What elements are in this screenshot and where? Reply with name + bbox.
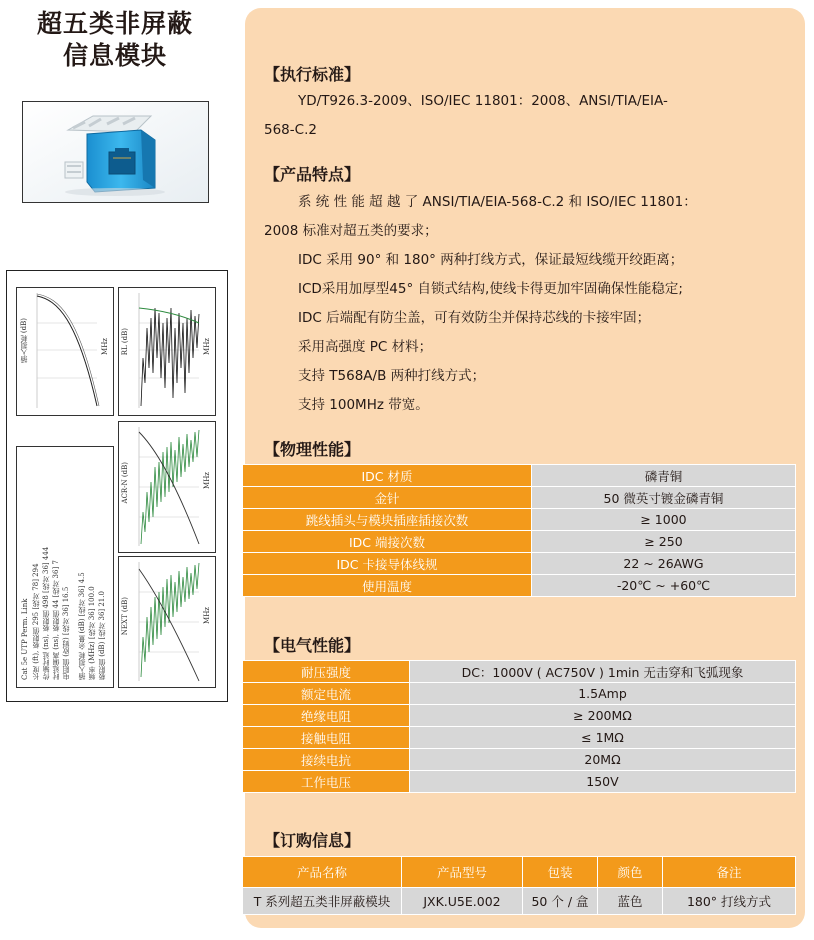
spec-value: ≤ 1MΩ	[410, 727, 796, 749]
insertion-loss-label: 插入损耗 (dB)	[20, 318, 28, 364]
feature-line: 系 统 性 能 超 越 了 ANSI/TIA/EIA-568-C.2 和 ISO/IEC 11801：	[298, 194, 697, 210]
feature-line: IDC 采用 90° 和 180° 两种打线方式，保证最短线缆开绞距离；	[298, 252, 684, 268]
order-table	[242, 856, 796, 915]
return-loss-plot	[119, 288, 215, 415]
spec-value: ≥ 200MΩ	[410, 705, 796, 727]
table-row	[243, 553, 796, 575]
table-row	[243, 509, 796, 531]
features-heading: 【产品特点】	[264, 165, 361, 184]
next-label: NEXT (dB)	[121, 597, 129, 636]
spec-key: 跳线插头与模块插座插接次数	[243, 509, 532, 531]
standard-text	[264, 87, 784, 145]
table-row	[243, 531, 796, 553]
standard-heading: 【执行标准】	[264, 65, 361, 84]
column-header: 颜色	[598, 857, 663, 888]
physical-table	[242, 464, 796, 597]
report-row: 时延偏离 (ns), 极限值 44 [线对 36] 7	[52, 560, 60, 680]
table-row	[243, 749, 796, 771]
table-cell: 50 个 / 盒	[523, 888, 598, 915]
spec-key: 接续电抗	[243, 749, 410, 771]
spec-key: 使用温度	[243, 575, 532, 597]
feature-line: 支持 T568A/B 两种打线方式；	[298, 368, 486, 384]
insertion-loss-chart	[16, 287, 114, 416]
spec-key: 耐压强度	[243, 661, 410, 683]
return-loss-chart	[118, 287, 216, 416]
return-loss-unit: MHz	[203, 338, 211, 355]
spec-key: 绝缘电阻	[243, 705, 410, 727]
spec-value: ≥ 250	[532, 531, 796, 553]
insertion-loss-plot	[17, 288, 113, 415]
spec-key: 金针	[243, 487, 532, 509]
spec-value: 1.5Amp	[410, 683, 796, 705]
report-row: 长度 (ft), 极限值 295 [线对 78] 294	[32, 563, 40, 680]
table-row	[243, 465, 796, 487]
title-line-2: 信息模块	[62, 41, 167, 70]
spec-key: IDC 卡接导体线规	[243, 553, 532, 575]
table-cell: 蓝色	[598, 888, 663, 915]
next-plot	[119, 557, 215, 687]
features-text	[264, 188, 794, 420]
table-cell: 180° 打线方式	[663, 888, 796, 915]
spec-key: IDC 端接次数	[243, 531, 532, 553]
report-row: 频率 (MHz) [线对 36] 100.0	[88, 586, 96, 680]
spec-value: -20℃ ~ +60℃	[532, 575, 796, 597]
next-chart	[118, 556, 216, 688]
feature-line: 支持 100MHz 带宽。	[298, 397, 429, 413]
table-row	[243, 771, 796, 793]
standard-line: YD/T926.3-2009、ISO/IEC 11801：2008、ANSI/TIA/EIA-	[298, 93, 668, 109]
spec-value: 22 ~ 26AWG	[532, 553, 796, 575]
spec-key: IDC 材质	[243, 465, 532, 487]
table-row	[243, 888, 796, 915]
acr-plot	[119, 422, 215, 552]
product-photo	[22, 101, 209, 203]
table-row	[243, 727, 796, 749]
test-report	[6, 270, 228, 702]
column-header: 产品型号	[402, 857, 523, 888]
electrical-table	[242, 660, 796, 793]
feature-line: 2008 标准对超五类的要求；	[264, 223, 438, 239]
acr-chart	[118, 421, 216, 553]
standard-line: 568-C.2	[264, 122, 317, 138]
spec-value: ≥ 1000	[532, 509, 796, 531]
table-row	[243, 487, 796, 509]
feature-line: ICD采用加厚型45° 自锁式结构,使线卡得更加牢固确保性能稳定;	[298, 281, 683, 297]
return-loss-label: RL (dB)	[121, 328, 129, 356]
next-unit: MHz	[203, 607, 211, 624]
table-header-row	[243, 857, 796, 888]
report-row: 插入损耗 余量 (dB) [线对 36] 4.5	[78, 572, 86, 680]
page-title	[8, 8, 222, 72]
spec-value: DC：1000V ( AC750V ) 1min 无击穿和飞弧现象	[410, 661, 796, 683]
spec-value: 20MΩ	[410, 749, 796, 771]
results-table	[16, 446, 114, 688]
column-header: 产品名称	[243, 857, 402, 888]
spec-value: 50 微英寸镀金磷青铜	[532, 487, 796, 509]
column-header: 包装	[523, 857, 598, 888]
report-row: 传输时延 (ns), 极限值 498 [线对 36] 444	[42, 546, 50, 680]
feature-line: IDC 后端配有防尘盖，可有效防尘并保持芯线的卡接牢固；	[298, 310, 651, 326]
table-cell: JXK.U5E.002	[402, 888, 523, 915]
spec-key: 额定电流	[243, 683, 410, 705]
table-row	[243, 705, 796, 727]
acr-unit: MHz	[203, 472, 211, 489]
rj45-jack-icon	[23, 102, 208, 202]
spec-value: 150V	[410, 771, 796, 793]
insertion-loss-unit: MHz	[101, 338, 109, 355]
table-cell: T 系列超五类非屏蔽模块	[243, 888, 402, 915]
physical-heading: 【物理性能】	[264, 440, 361, 459]
table-row	[243, 661, 796, 683]
feature-line: 采用高强度 PC 材料；	[298, 339, 433, 355]
order-heading: 【订购信息】	[264, 831, 361, 850]
electrical-heading: 【电气性能】	[264, 636, 361, 655]
spec-key: 工作电压	[243, 771, 410, 793]
table-row	[243, 683, 796, 705]
table-row	[243, 575, 796, 597]
spec-key: 接触电阻	[243, 727, 410, 749]
spec-value: 磷青铜	[532, 465, 796, 487]
column-header: 备注	[663, 857, 796, 888]
title-line-1: 超五类非屏蔽	[36, 9, 193, 38]
acr-label: ACR-N (dB)	[121, 462, 129, 504]
report-row: Cat 5e UTP Perm. Link	[21, 598, 29, 680]
report-row: 电阻值 (欧姆) [线对 36] 16.5	[62, 586, 70, 680]
report-row: 极限值 (dB) [线对 36] 21.0	[98, 591, 106, 680]
